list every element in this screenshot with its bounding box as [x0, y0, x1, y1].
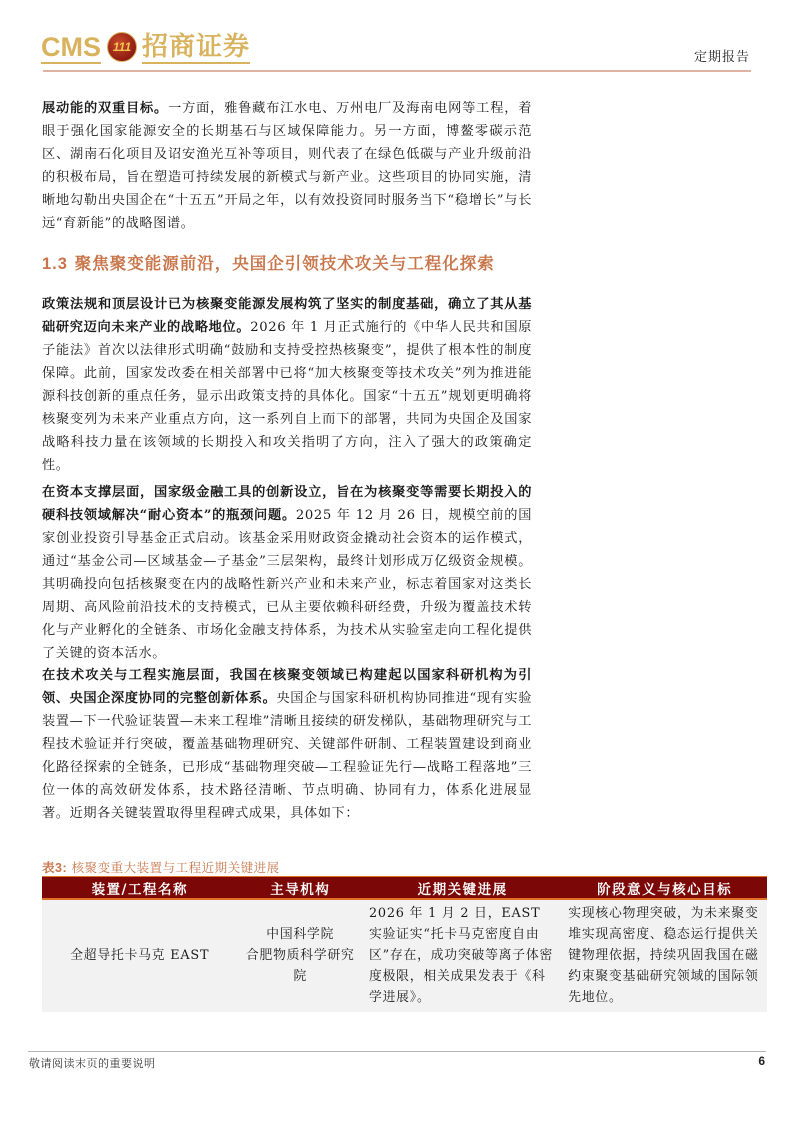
- company-logo: [41, 28, 250, 64]
- section-number: 1.3: [42, 255, 68, 273]
- logo-chinese-name: 招商证券: [142, 32, 251, 62]
- column-header-progress: 近期关键进展: [363, 877, 562, 900]
- table-row: [42, 899, 767, 1012]
- section-heading: [42, 250, 495, 274]
- fusion-progress-table: [42, 876, 767, 1012]
- paragraph-text: 2026 年 1 月正式施行的《中华人民共和国原子能法》首次以法律形式明确“鼓励和支持受控热核聚变”，提供了根本性的制度保障。此前，国家发改委在相关部署中已将“加大核聚变等技术攻关”列为推进能源科技创新的重点任务，显示出政策支持的具体化。国家“十五五”规划更明确将核聚变列为未来产业重点方向，这一系列自上而下的部署，共同为央国企及国家战略科技力量在该领域的长期投入和攻关指明了方向，注入了强大的政策确定性。: [42, 320, 532, 473]
- cell-significance: 实现核心物理突破，为未来聚变堆实现高密度、稳态运行提供关键物理依据，持续巩固我国在磁约束聚变基础研究领域的国际领先地位。: [562, 899, 767, 1012]
- logo-emblem-icon: 111: [107, 32, 137, 62]
- table-header-row: [42, 877, 767, 900]
- cell-organization: [238, 899, 363, 1012]
- body-paragraph-2: [42, 293, 532, 477]
- org-line-2: 合肥物质科学研究院: [245, 948, 355, 984]
- paragraph-lead: 在资本支撑层面，国家级金融工具的创新设立，旨在为核聚变等需要长期投入的硬科技领域解决“耐心资本”的瓶颈问题。: [42, 485, 532, 523]
- body-paragraph-1: [42, 97, 532, 235]
- page-header: [0, 0, 794, 75]
- paragraph-lead: 展动能的双重目标。: [42, 101, 169, 116]
- table-caption: [42, 858, 280, 876]
- report-type-label: 定期报告: [693, 50, 750, 65]
- cell-progress: 2026 年 1 月 2 日，EAST 实验证实“托卡马克密度自由区”存在，成功突破等离子体密度极限，相关成果发表于《科学进展》。: [363, 899, 562, 1012]
- paragraph-text: 一方面，雅鲁藏布江水电、万州电厂及海南电网等工程，着眼于强化国家能源安全的长期基石与区域保障能力。另一方面，博鳌零碳示范区、湖南石化项目及诏安渔光互补等项目，则代表了在绿色低碳与产业升级前沿的积极布局，旨在塑造可持续发展的新模式与新产业。这些项目的协同实施，清晰地勾勒出央国企在“十五五”开局之年，以有效投资同时服务当下“稳增长”与长远“育新能”的战略图谱。: [42, 101, 532, 231]
- column-header-name: 装置/工程名称: [42, 877, 238, 900]
- org-line-1: 中国科学院: [266, 927, 335, 942]
- paragraph-lead: 政策法规和顶层设计已为核聚变能源发展构筑了坚实的制度基础，确立了其从基础研究迈向未来产业的战略地位。: [42, 297, 532, 335]
- body-paragraph-4: [42, 664, 532, 825]
- column-header-significance: 阶段意义与核心目标: [562, 877, 767, 900]
- paragraph-text: 2025 年 12 月 26 日，规模空前的国家创业投资引导基金正式启动。该基金采用财政资金撬动社会资本的运作模式，通过“基金公司—区域基金—子基金”三层架构，最终计划形成万亿级资金规模。其明确投向包括核聚变在内的战略性新兴产业和未来产业，标志着国家对这类长周期、高风险前沿技术的支持模式，已从主要依赖科研经费，升级为覆盖技术转化与产业孵化的全链条、市场化金融支持体系，为技术从实验室走向工程化提供了关键的资本活水。: [42, 508, 532, 661]
- table-caption-text: 核聚变重大装置与工程近期关键进展: [71, 860, 280, 875]
- cell-name: 全超导托卡马克 EAST: [42, 899, 238, 1012]
- body-paragraph-3: [42, 481, 532, 665]
- footer-divider: [28, 1051, 766, 1052]
- table-caption-label: 表3:: [42, 861, 68, 875]
- column-header-organization: 主导机构: [238, 877, 363, 900]
- section-title-text: 聚焦聚变能源前沿，央国企引领技术攻关与工程化探索: [74, 254, 495, 273]
- header-divider: [43, 70, 751, 72]
- paragraph-lead: 在技术攻关与工程实施层面，我国在核聚变领域已构建起以国家科研机构为引领、央国企深度协同的完整创新体系。: [42, 668, 532, 706]
- logo-cms-text: CMS: [41, 32, 101, 62]
- paragraph-text: 央国企与国家科研机构协同推进“现有实验装置—下一代验证装置—未来工程堆”清晰且接续的研发梯队，基础物理研究与工程技术验证并行突破，覆盖基础物理研究、关键部件研制、工程装置建设到商业化路径探索的全链条，已形成“基础物理突破—工程验证先行—战略工程落地”三位一体的高效研发体系，技术路径清晰、节点明确、协同有力，体系化进展显著。近期各关键装置取得里程碑式成果，具体如下：: [42, 691, 533, 821]
- page-number: 6: [758, 1054, 765, 1068]
- footer-disclaimer-note: 敬请阅读末页的重要说明: [29, 1057, 156, 1070]
